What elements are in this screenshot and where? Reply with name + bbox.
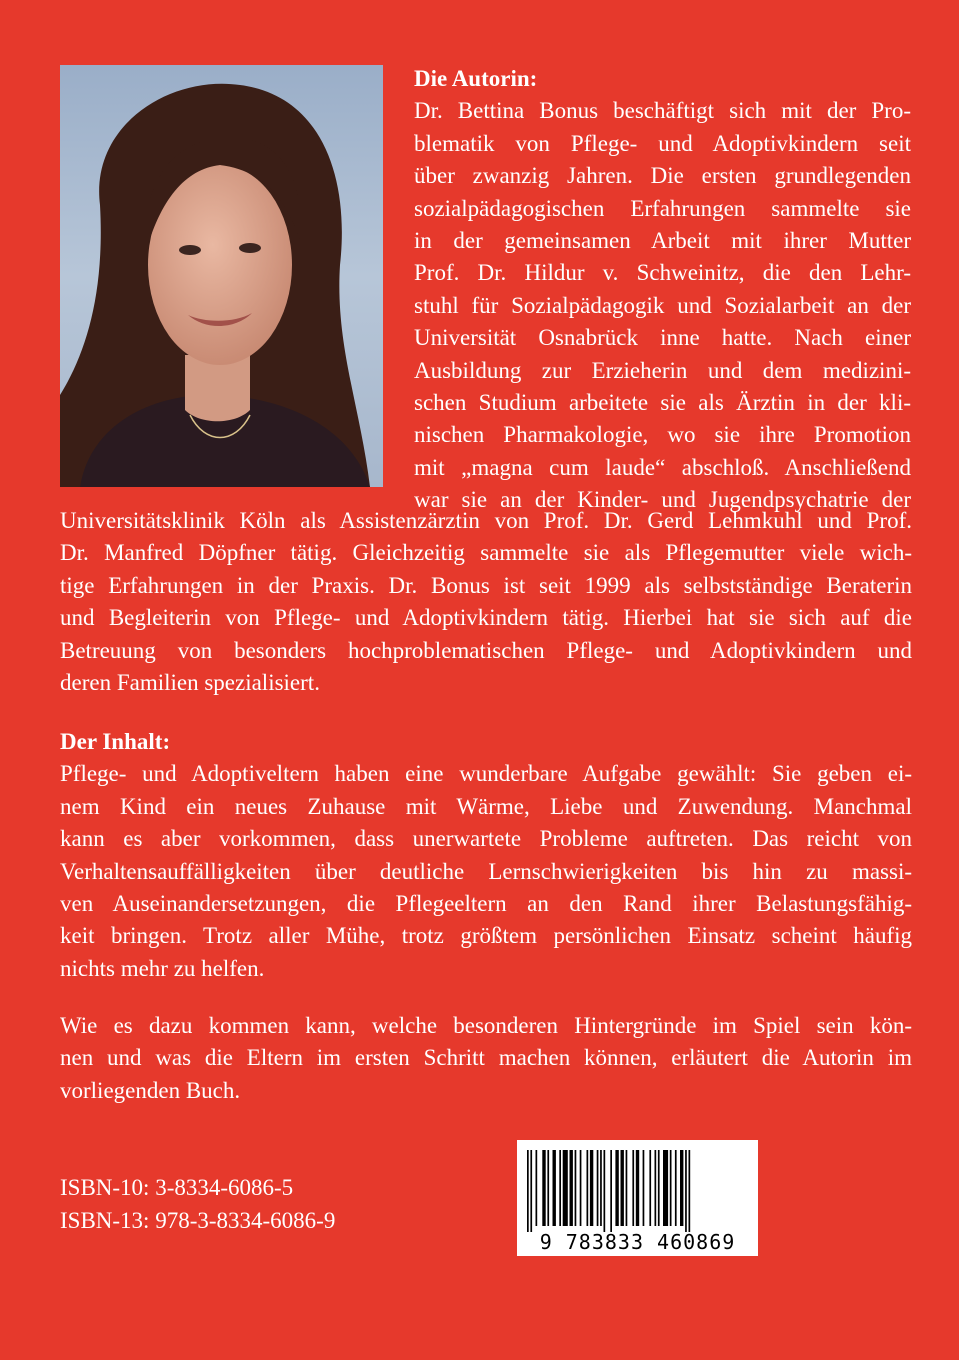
barcode-bar [636,1150,639,1226]
author-text-line: deren Familien spezialisiert. [60,670,320,696]
barcode-bar [547,1150,549,1226]
author-text-line: Betreuung von besonders hochproblematischen Pflege- und Adoptivkindern und [60,637,912,663]
author-text-line: Dr. Manfred Döpfner tätig. Gleichzeitig sammelte sie als Pflegemutter viele wich- [60,540,912,566]
barcode-bar [570,1150,573,1226]
barcode-bar [643,1150,645,1226]
content-text-line: vorliegenden Buch. [60,1077,241,1103]
barcode-bar [527,1150,529,1232]
isbn-block [60,1171,335,1237]
barcode-bar [663,1150,668,1226]
content-text-line: kann es aber vorkommen, dass unerwartete Probleme auftreten. Das reicht von [60,826,912,852]
author-text-line: war sie an der Kinder- und Jugendpsychatrie der [414,487,911,513]
author-text-line: Universität Osnabrück inne hatte. Nach einer [414,325,911,351]
barcode-bar [530,1150,532,1232]
content-text-line: nem Kind ein neues Zuhause mit Wärme, Liebe und Zuwendung. Manchmal [60,793,912,819]
content-section [60,726,912,985]
barcode-bar [632,1150,634,1226]
barcode-bar [655,1150,657,1226]
content-heading: Der Inhalt: [60,729,171,754]
content-text-line: nichts mehr zu helfen. [60,955,265,981]
barcode-bar [680,1150,683,1226]
author-section-continued [60,505,912,699]
author-photo [60,65,383,487]
barcode-bar [580,1150,582,1226]
content-section-paragraph-2 [60,1010,912,1107]
author-text-line: stuhl für Sozialpädagogik und Sozialarbeit an der [414,292,911,318]
author-text-line: sozialpädagogischen Erfahrungen sammelte sie [414,195,911,221]
barcode-bar [689,1150,691,1232]
author-heading: Die Autorin: [414,66,538,91]
barcode-bar [600,1150,602,1226]
barcode-bar [675,1150,677,1226]
barcode-bar [621,1150,624,1226]
content-text-line: Wie es dazu kommen kann, welche besonderen Hintergründe im Spiel sein kön- [60,1013,912,1038]
content-text-line: keit bringen. Trotz aller Mühe, trotz größtem persönlichen Einsatz scheint häufig [60,923,912,949]
content-text-line: Pflege- und Adoptiveltern haben eine wunderbare Aufgabe gewählt: Sie geben ei- [60,761,912,787]
author-portrait-image [60,65,383,487]
barcode-bar [626,1150,628,1226]
author-text-line: schen Studium arbeitete sie als Ärztin in der kli- [414,390,911,416]
author-text-line: und Begleiterin von Pflege- und Adoptivkindern tätig. Hierbei hat sie sich auf die [60,605,912,631]
barcode-bar [542,1150,545,1226]
author-text-line: in der gemeinsamen Arbeit mit ihrer Mutter [414,228,911,254]
barcode-digits: 9 783833 460869 [539,1230,736,1254]
barcode-bar [597,1150,599,1226]
isbn-10: ISBN-10: 3-8334-6086-5 [60,1175,294,1200]
barcode-bar [670,1150,672,1226]
barcode-bar [658,1150,660,1226]
author-text-line: blematik von Pflege- und Adoptivkindern seit [414,130,911,156]
barcode-bar [587,1150,589,1226]
author-text-line: über zwanzig Jahren. Die ersten grundlegenden [414,163,911,189]
barcode-bar [615,1150,618,1226]
barcode-bar [575,1150,577,1226]
author-text-line: Dr. Bettina Bonus beschäftigt sich mit der Pro- [414,98,911,124]
barcode [517,1140,758,1256]
isbn-13: ISBN-13: 978-3-8334-6086-9 [60,1208,336,1233]
author-text-line: nischen Pharmakologie, wo sie ihre Promotion [414,422,911,448]
author-text-line: Universitätsklinik Köln als Assistenzärztin von Prof. Dr. Gerd Lehmkuhl und Prof. [60,508,912,533]
barcode-bars [517,1140,758,1232]
author-section [414,63,911,517]
barcode-bar [685,1150,687,1232]
content-text-line: nen und was die Eltern im ersten Schritt machen können, erläutert die Autorin im [60,1045,912,1071]
author-text-line: Prof. Dr. Hildur v. Schweinitz, die den Lehr- [414,260,911,286]
content-text-line: Verhaltensauffälligkeiten über deutliche Lernschwierigkeiten bis hin zu massi- [60,858,912,884]
barcode-bar [559,1150,561,1226]
barcode-bar [604,1150,606,1232]
author-text-line: Ausbildung zur Erzieherin und dem medizini- [414,357,911,383]
author-text-line: tige Erfahrungen in der Praxis. Dr. Bonus ist seit 1999 als selbstständige Beraterin [60,572,912,598]
barcode-bar [553,1150,556,1226]
barcode-bar [610,1150,612,1232]
barcode-bar [649,1150,651,1226]
content-text-line: ven Auseinandersetzungen, die Pflegeeltern an den Rand ihrer Belastungsfähig- [60,891,912,917]
barcode-bar [590,1150,593,1226]
barcode-bar [563,1150,568,1226]
barcode-bar [536,1150,538,1226]
author-text-line: mit „magna cum laude“ abschloß. Anschließend [414,454,911,480]
